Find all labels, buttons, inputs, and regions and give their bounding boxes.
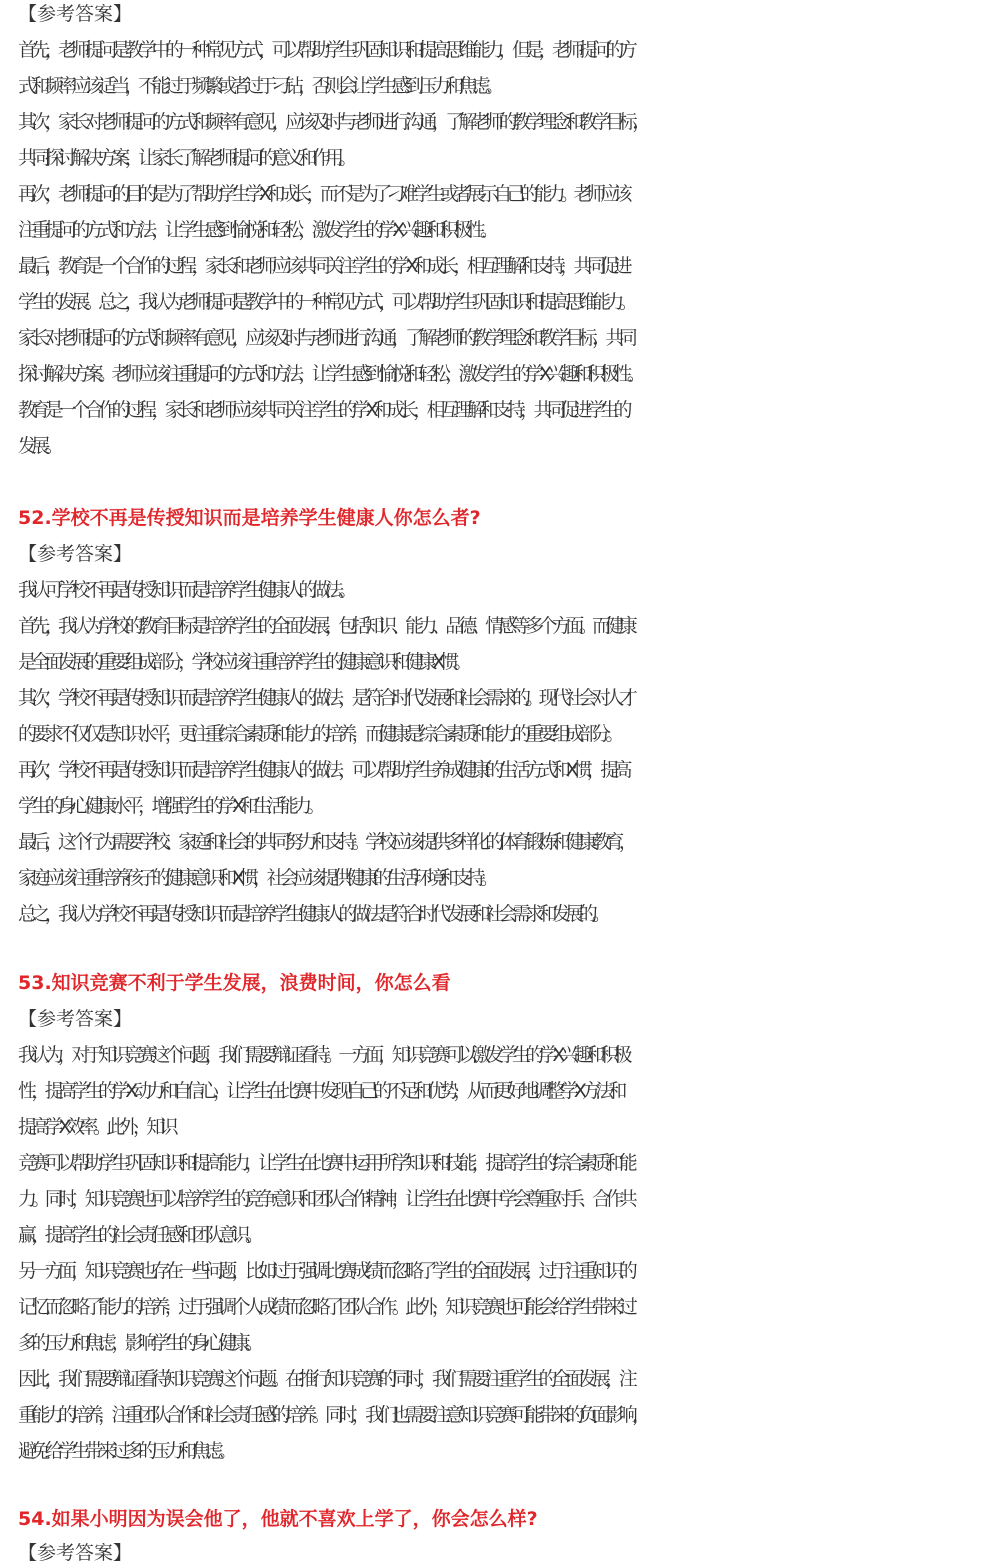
paragraph-line: 注重提问的方式和方法，让学生感到愉悦和轻松，激发学生的学 X 兴趣和积极性。	[18, 219, 494, 241]
paragraph-line: 式和频率应该适当，不能过于频繁或者过于刁钻，否则会让学生感到压力和焦虑。	[18, 75, 499, 97]
answer-label: 【参考答案】	[18, 3, 133, 25]
question-heading-52: 52.学校不再是传授知识而是培养学生健康人你怎么者?	[18, 507, 481, 529]
paragraph-line: 竞赛可以帮助学生巩固知识和提高能力，让学生在比赛中运用所学知识和技能，提高学生的综合素质和能	[18, 1152, 633, 1174]
paragraph-line: 首先，老师提问是教学中的一种常见方式，可以帮助学生巩固知识和提高思维能力，但是，老师提问的方	[18, 39, 633, 61]
paragraph-line: 我认为，对于知识竞赛这个问题，我们需要辩证看待。一方面，知识竞赛可以激发学生的学 X 兴趣和积极	[18, 1044, 627, 1066]
paragraph-line: 性，提高学生的学 X 动力和自信心，让学生在比赛中发现自己的不足和优势，从而更好地调整学 X 方法和	[18, 1080, 622, 1102]
paragraph-line: 多的压力和焦虑，影响学生的身心健康。	[18, 1332, 259, 1354]
paragraph-line: 我认可学校不再是传授知识而是培养学生健康人的做法。	[18, 579, 352, 601]
paragraph-line: 其次，家长对老师提问的方式和频率有意见，应该及时与老师进行沟通，了解老师的教学理念和教学目标，	[18, 111, 646, 133]
paragraph-line: 教育是一个合作的过程，家长和老师应该共同关注学生的学 X 和成长，相互理解和支持，共同促进学生的	[18, 399, 627, 421]
paragraph-line: 避免给学生带来过多的压力和焦虑。	[18, 1440, 232, 1462]
paragraph-line: 的要求不仅仅是知识水平，更注重综合素质和能力的培养，而健康是综合素质和能力的重要组成部分。	[18, 723, 619, 745]
paragraph-line: 学生的发展。总之，我认为老师提问是教学中的一种常见方式，可以帮助学生巩固知识和提高思维能力。	[18, 291, 633, 313]
paragraph-line: 总之，我认为学校不再是传授知识而是培养学生健康人的做法是符合时代发展和社会需求和发展的。	[18, 903, 606, 925]
paragraph-line: 最后，教育是一个合作的过程，家长和老师应该共同关注学生的学 X 和成长，相互理解和支持，共同促进	[18, 255, 627, 277]
paragraph-line: 记忆而忽略了能力的培养，过于强调个人成绩而忽略了团队合作。此外，知识竞赛也可能会给学生带来过	[18, 1296, 633, 1318]
paragraph-line: 另一方面，知识竞赛也存在一些问题，比如过于强调比赛成绩而忽略了学生的全面发展，过于注重知识的	[18, 1260, 633, 1282]
paragraph-line: 探讨解决方案。老师应该注重提问的方式和方法，让学生感到愉悦和轻松，激发学生的学 X 兴趣和积极性。	[18, 363, 641, 385]
question-heading-53: 53.知识竞赛不利于学生发展，浪费时间，你怎么看	[18, 972, 451, 994]
paragraph-line: 再次，学校不再是传授知识而是培养学生健康人的做法，可以帮助学生养成健康的生活方式和 X 惯，提高	[18, 759, 627, 781]
paragraph-line: 发展。	[18, 435, 59, 457]
paragraph-line: 共同探讨解决方案，让家长了解老师提问的意义和作用。	[18, 147, 352, 169]
paragraph-line: 其次，学校不再是传授知识而是培养学生健康人的做法，是符合时代发展和社会需求的。现代社会对人才	[18, 687, 633, 709]
paragraph-line: 再次，老师提问的目的是为了帮助学生学 X 和成长，而不是为了刁难学生或者展示自己的能力。老师应该	[18, 183, 627, 205]
paragraph-line: 力。同时，知识竞赛也可以培养学生的竞争意识和团队合作精神，让学生在比赛中学会尊重对手、合作共	[18, 1188, 633, 1210]
paragraph-line: 重能力的培养，注重团队合作和社会责任感的培养。同时，我们也需要注意知识竞赛可能带来的负面影响，	[18, 1404, 646, 1426]
paragraph-line: 家长对老师提问的方式和频率有意见，应该及时与老师进行沟通，了解老师的教学理念和教学目标，共同	[18, 327, 633, 349]
paragraph-line: 家庭应该注重培养孩子的健康意识和 X 惯，社会应该提供健康的生活环境和支持。	[18, 867, 494, 889]
paragraph-line: 赢，提高学生的社会责任感和团队意识。	[18, 1224, 259, 1246]
answer-label: 【参考答案】	[18, 1542, 133, 1564]
paragraph-line: 首先，我认为学校的教育目标是培养学生的全面发展，包括知识、能力、品德、情感等多个方面。而健康	[18, 615, 633, 637]
answer-label: 【参考答案】	[18, 543, 133, 565]
paragraph-line: 最后，这个行为需要学校、家庭和社会的共同努力和支持。学校应该提供多样化的体育锻炼和健康教育，	[18, 831, 633, 853]
question-heading-54: 54.如果小明因为误会他了，他就不喜欢上学了，你会怎么样?	[18, 1508, 538, 1530]
paragraph-line: 提高学 X 效率。此外，知识	[18, 1116, 173, 1138]
answer-label: 【参考答案】	[18, 1008, 133, 1030]
paragraph-line: 学生的身心健康水平，增强学生的学 X 和生活能力。	[18, 795, 320, 817]
paragraph-line: 因此，我们需要辩证看待知识竞赛这个问题。在推行知识竞赛的同时，我们需要注重学生的全面发展，注	[18, 1368, 633, 1390]
paragraph-line: 是全面发展的重要组成部分，学校应该注重培养学生的健康意识和健康 X 惯。	[18, 651, 467, 673]
